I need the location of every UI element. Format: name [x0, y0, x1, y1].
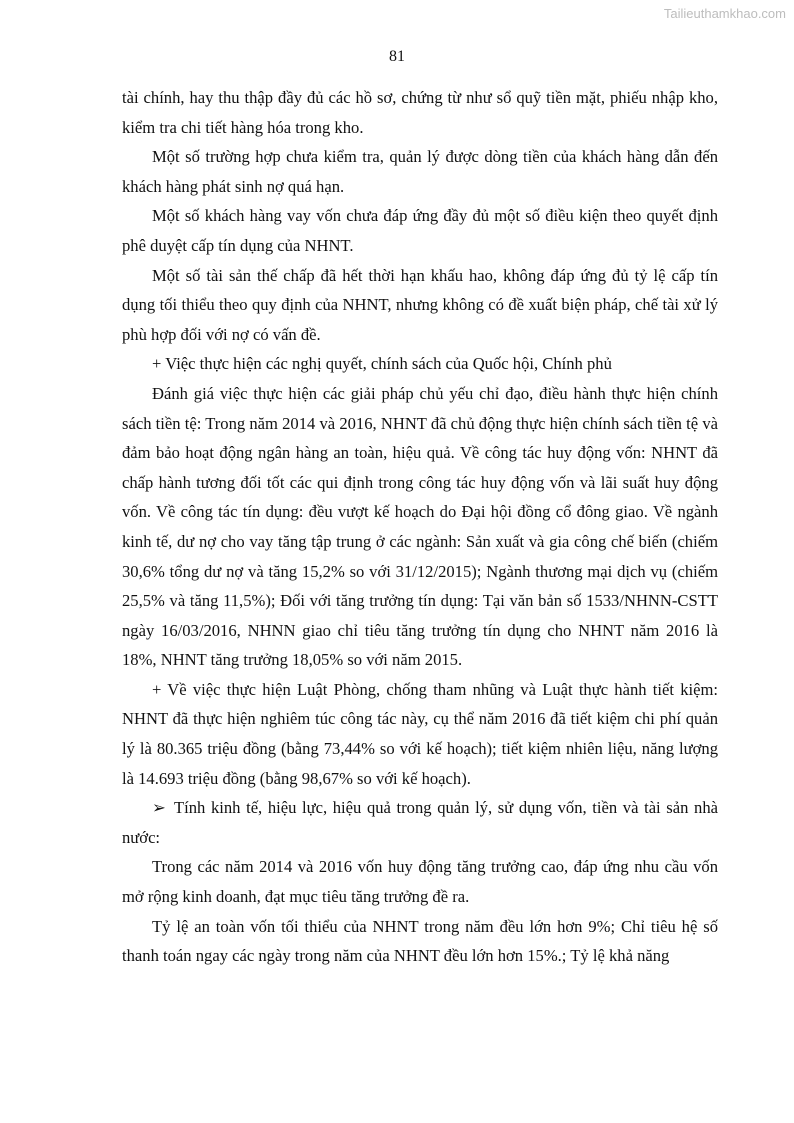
paragraph: Đánh giá việc thực hiện các giải pháp chủ yếu chỉ đạo, điều hành thực hiện chính sách tiền tệ: Trong năm 2014 và 2016, NHNT đã chủ động thực hiện chính sách tiền tệ và đảm bảo hoạt động ngân hàng an toàn, hiệu quả. Về công tác huy động vốn: NHNT đã chấp hành tương đối tốt các qui định trong công tác huy động vốn và lãi suất huy động vốn. Về công tác tín dụng: đều vượt kế hoạch do Đại hội đồng cổ đông giao. Về ngành kinh tế, dư nợ cho vay tăng tập trung ở các ngành: Sản xuất và gia công chế biến (chiếm 30,6% tổng dư nợ và tăng 15,2% so với 31/12/2015); Ngành thương mại dịch vụ (chiếm 25,5% và tăng 11,5%); Đối với tăng trưởng tín dụng: Tại văn bản số 1533/NHNN-CSTT ngày 16/03/2016, NHNN giao chỉ tiêu tăng trưởng tín dụng cho NHNT năm 2016 là 18%, NHNT tăng trưởng 18,05% so với năm 2015. [122, 383, 718, 670]
bullet-paragraph [122, 793, 718, 852]
paragraph: + Việc thực hiện các nghị quyết, chính sách của Quốc hội, Chính phủ [152, 354, 612, 374]
paragraph: Một số khách hàng vay vốn chưa đáp ứng đầy đủ một số điều kiện theo quyết định phê duyệt cấp tín dụng của NHNT. [122, 206, 718, 255]
paragraph: + Về việc thực hiện Luật Phòng, chống tham nhũng và Luật thực hành tiết kiệm: NHNT đã thực hiện nghiêm túc công tác này, cụ thể năm 2016 đã tiết kiệm chi phí quản lý là 80.365 triệu đồng (bằng 73,44% so với kế hoạch); tiết kiệm nhiên liệu, năng lượng là 14.693 triệu đồng (bằng 98,67% so với kế hoạch). [122, 679, 718, 788]
paragraph: Tỷ lệ an toàn vốn tối thiểu của NHNT trong năm đều lớn hơn 9%; Chỉ tiêu hệ số thanh toán ngay các ngày trong năm của NHNT đều lớn hơn 15%.; Tỷ lệ khả năng [122, 916, 718, 966]
paragraph: Một số tài sản thế chấp đã hết thời hạn khấu hao, không đáp ứng đủ tỷ lệ cấp tín dụng tối thiểu theo quy định của NHNT, nhưng không có đề xuất biện pháp, chế tài xử lý phù hợp đối với nợ có vấn đề. [122, 265, 718, 344]
paragraph: Một số trường hợp chưa kiểm tra, quản lý được dòng tiền của khách hàng dẫn đến khách hàng phát sinh nợ quá hạn. [122, 147, 718, 196]
paragraph: Trong các năm 2014 và 2016 vốn huy động tăng trưởng cao, đáp ứng nhu cầu vốn mở rộng kinh doanh, đạt mục tiêu tăng trưởng đề ra. [122, 857, 718, 907]
paragraph: tài chính, hay thu thập đầy đủ các hồ sơ, chứng từ như sổ quỹ tiền mặt, phiếu nhập kho, kiểm tra chi tiết hàng hóa trong kho. [122, 88, 718, 137]
document-body [122, 83, 718, 971]
bullet-paragraph-text: Tính kinh tế, hiệu lực, hiệu quả trong quản lý, sử dụng vốn, tiền và tài sản nhà nước: [122, 798, 718, 847]
page-number: 81 [389, 48, 405, 65]
arrow-bullet-icon: ➢ [152, 798, 166, 818]
watermark: Tailieuthamkhao.com [663, 6, 786, 21]
